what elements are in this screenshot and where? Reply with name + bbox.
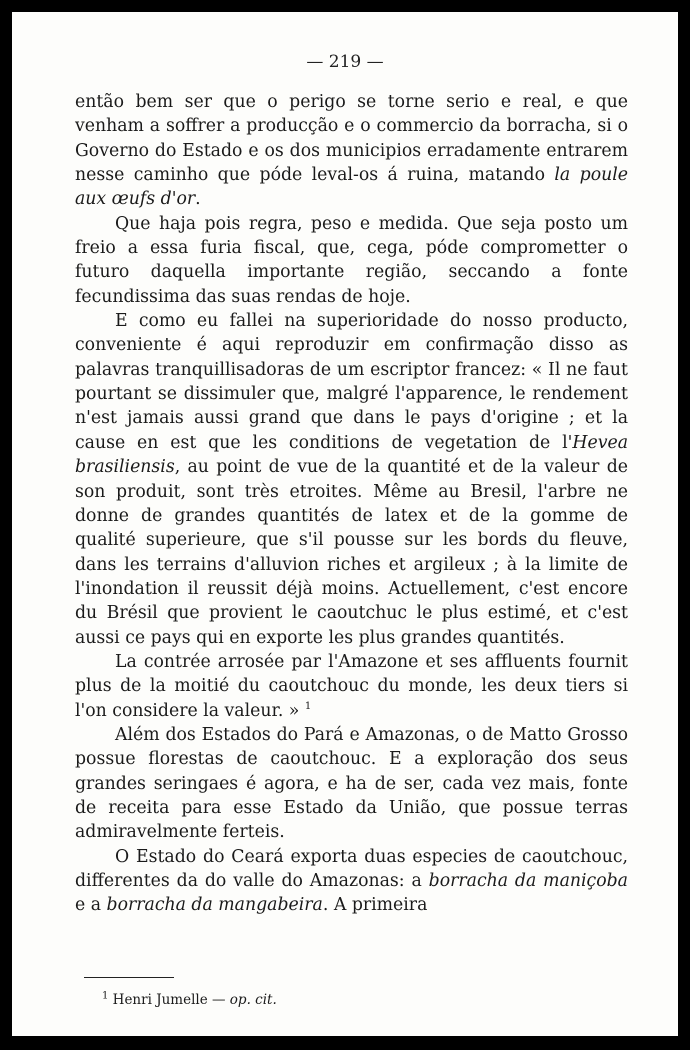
book-page — [12, 12, 678, 1036]
text-run: , au point de vue de la quantité et de la valeur de son produit, sont très etroites. Même au Bresil, l'arbre ne donne de grandes quantités de latex et de la gomme de qualité superieure, que s'il pousse sur les bords du fleuve, dans les terrains d'alluvion riches et argileux ; à la limite de l'inondation il reussit déjà moins. Actuellement, c'est encore du Brésil que provient le caoutchuc le plus estimé, et c'est aussi ce pays qui en exporte les plus grandes quantités. — [75, 457, 628, 648]
text-run: então bem ser que o perigo se torne serio e real, e que venham a soffrer a producção e o commercio da borracha, si o Governo do Estado e os dos municipios erradamente entrarem nesse caminho que póde leval-os á ruina, matando — [75, 92, 628, 186]
footnote-citation: op. cit. — [229, 992, 277, 1008]
footnote-author: Henri Jumelle — — [112, 992, 230, 1008]
text-run: E como eu fallei na superioridade do nosso producto, conveniente é aqui reproduzir em confirmação disso as palavras tranquillisadoras de um escriptor francez: « Il ne faut pourtant se dissimuler que, malgré l'apparence, le rendement n'est jamais aussi grand que dans le pays d'origine ; et la cause en est que les conditions de vegetation de l' — [75, 311, 628, 453]
paragraph — [75, 90, 628, 212]
footnote-rule — [84, 977, 174, 978]
text-run: La contrée arrosée par l'Amazone et ses affluents fournit plus de la moitié du caoutchouc du monde, les deux tiers si l'on considere la valeur. » — [75, 651, 628, 721]
italic-run: borracha da maniçoba — [428, 871, 628, 891]
paragraph — [75, 845, 628, 918]
footnote — [102, 992, 277, 1008]
paragraph — [75, 723, 628, 845]
paragraph — [75, 212, 628, 309]
footnote-ref: 1 — [304, 700, 312, 712]
text-run: . — [195, 189, 201, 210]
text-run: O Estado do Ceará exporta duas especies de caoutchouc, differentes da do valle do Amazonas: a — [75, 846, 628, 891]
text-run: Além dos Estados do Pará e Amazonas, o de Matto Grosso possue florestas de caoutchouc. E a exploração dos seus grandes seringaes é agora, e ha de ser, cada vez mais, fonte de receita para esse Estado da União, que possue terras admiravelmente ferteis. — [75, 724, 628, 843]
italic-run: Hevea brasiliensis — [75, 432, 628, 478]
italic-run: borracha da mangabeira — [106, 895, 323, 916]
page-number: — 219 — — [306, 52, 384, 72]
footnote-marker: 1 — [102, 990, 109, 1002]
italic-run: la poule aux œufs d'or — [75, 165, 628, 210]
text-run: . A primeira — [322, 895, 428, 916]
text-run: e a — [75, 895, 107, 916]
body-text — [75, 90, 628, 918]
text-run: Que haja pois regra, peso e medida. Que seja posto um freio a essa furia fiscal, que, cega, póde comprometter o futuro daquella importante região, seccando a fonte fecundissima das suas rendas de hoje. — [75, 213, 628, 307]
paragraph — [75, 309, 628, 650]
paragraph — [75, 650, 628, 723]
